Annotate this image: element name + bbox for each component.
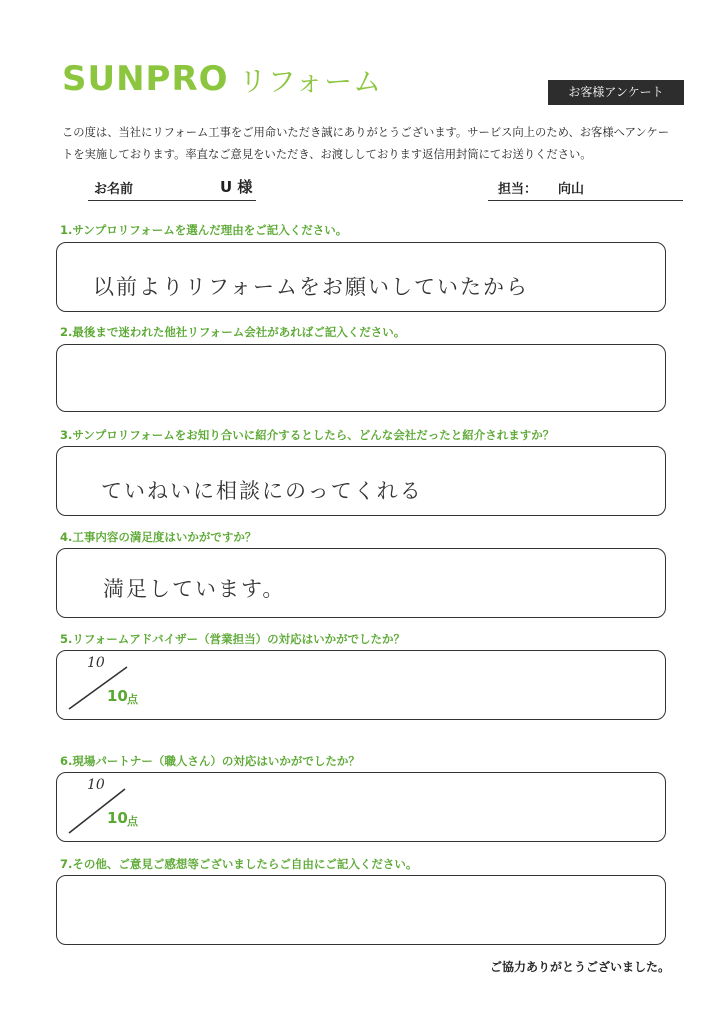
survey-badge: お客様アンケート	[548, 80, 684, 105]
staff-value: 向山	[558, 182, 585, 197]
question-6-score-max: 10	[107, 809, 128, 827]
question-5-score-given: 10	[87, 655, 105, 671]
question-6-label: 6.現場パートナー（職人さん）の対応はいかがでしたか？	[60, 754, 360, 768]
question-5-label: 5.リフォームアドバイザー（営業担当）の対応はいかがでしたか？	[60, 632, 406, 646]
brand-subtitle: リフォーム	[238, 65, 383, 98]
customer-name-field	[88, 178, 256, 201]
score-slash-icon	[65, 653, 145, 717]
intro-line-1: この度は、当社にリフォーム工事をご用命いただき誠にありがとうございます。サービス向上のため、お客様へアンケー	[62, 126, 670, 139]
question-1-answer-box	[56, 242, 666, 312]
question-6-score	[65, 775, 195, 839]
question-2-label: 2.最後まで迷われた他社リフォーム会社があればご記入ください。	[60, 325, 406, 339]
customer-name-label: お名前	[94, 182, 134, 197]
question-3-answer-box	[56, 446, 666, 516]
question-4-answer: 満足しています。	[103, 577, 286, 601]
question-1-label: 1.サンプロリフォームを選んだ理由をご記入ください。	[60, 223, 348, 237]
question-7-answer-box	[56, 875, 666, 945]
intro-line-2: トを実施しております。率直なご意見をいただき、お渡ししております返信用封筒にてお送りください。	[62, 148, 592, 161]
question-6-score-given: 10	[87, 777, 105, 793]
brand-name: SUNPRO	[62, 59, 229, 99]
closing-thanks: ご協力ありがとうございました。	[490, 960, 671, 974]
question-5-score	[65, 653, 195, 717]
question-6-answer-box	[56, 772, 666, 842]
question-2-answer-box	[56, 344, 666, 412]
customer-name-value: U 様	[220, 178, 253, 196]
question-4-label: 4.工事内容の満足度はいかがですか？	[60, 530, 257, 544]
question-1-answer: 以前よりリフォームをお願いしていたから	[93, 275, 529, 299]
question-4-answer-box	[56, 548, 666, 618]
staff-label: 担当：	[498, 182, 538, 197]
staff-field	[488, 178, 683, 201]
question-5-answer-box	[56, 650, 666, 720]
question-3-label: 3.サンプロリフォームをお知り合いに紹介するとしたら、どんな会社だったと紹介されますか？	[60, 428, 555, 442]
question-6-score-unit: 点	[127, 815, 138, 828]
question-5-score-unit: 点	[127, 693, 138, 706]
question-5-score-max: 10	[107, 687, 128, 705]
score-slash-icon	[65, 775, 145, 839]
brand-logo	[62, 59, 383, 99]
question-3-answer: ていねいに相談にのってくれる	[101, 479, 423, 503]
intro-text	[62, 122, 692, 166]
question-7-label: 7.その他、ご意見ご感想等ございましたらご自由にご記入ください。	[60, 857, 418, 871]
